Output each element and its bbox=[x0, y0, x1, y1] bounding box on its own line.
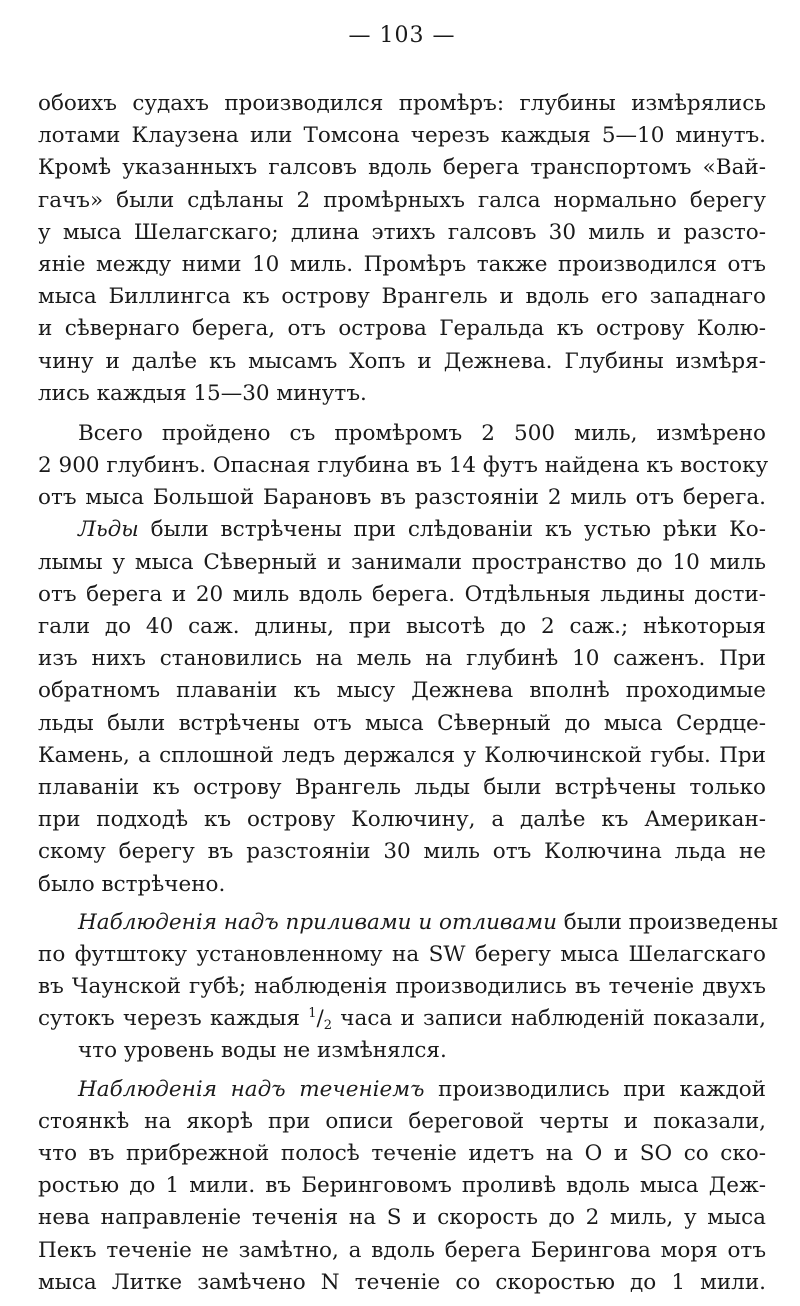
text-line: лотами Клаузена или Томсона черезъ каждыя 5—10 минутъ. bbox=[38, 123, 766, 149]
text-line: нева направленіе теченія на S и скорость до 2 миль, у мыса bbox=[38, 1205, 766, 1231]
paragraph-totals bbox=[38, 418, 769, 515]
text-line: лись каждыя 15—30 минутъ. bbox=[38, 380, 367, 406]
text-line: скому берегу въ разстояніи 30 миль отъ Колючина льда не bbox=[38, 839, 766, 865]
text-line: сутокъ черезъ каждыя $^1/_2$ часа и записи наблюденій показали, bbox=[38, 1006, 766, 1034]
text-line: что въ прибрежной полосѣ теченіе идетъ на O и SO со ско- bbox=[38, 1141, 766, 1166]
text-line: лымы у мыса Сѣверный и занимали пространство до 10 миль bbox=[38, 549, 766, 575]
page-number: — 103 — bbox=[348, 23, 456, 48]
text-line: Льды были встрѣчены при слѣдованіи къ устью рѣки Ко- bbox=[78, 517, 766, 543]
text-line: Наблюденія надъ теченіемъ производились при каждой bbox=[78, 1076, 766, 1102]
text-line: въ Чаунской губѣ; наблюденія производились въ теченіе двухъ bbox=[38, 974, 766, 1000]
text-line: Пекъ теченіе не замѣтно, а вдоль берега Берингова моря отъ bbox=[38, 1237, 766, 1263]
text-line: по футштоку установленному на SW берегу мыса Шелагскаго bbox=[38, 941, 766, 967]
text-line: отъ берега и 20 миль вдоль берега. Отдѣльныя льдины дости- bbox=[38, 581, 766, 607]
text-line: мыса Биллингса къ острову Врангель и вдоль его западнаго bbox=[38, 284, 766, 310]
paragraph-ice bbox=[38, 514, 766, 900]
text-line: Кромѣ указанныхъ галсовъ вдоль берега транспортомъ «Вай- bbox=[38, 155, 766, 181]
text-line: стоянкѣ на якорѣ при описи береговой черты и показали, bbox=[38, 1108, 766, 1134]
text-line: у мыса Шелагскаго; длина этихъ галсовъ 30 миль и разсто- bbox=[38, 219, 766, 245]
text-line: гачъ» были сдѣланы 2 промѣрныхъ галса нормально берегу bbox=[38, 187, 766, 213]
text-line: обоихъ судахъ производился промѣръ: глубины измѣрялись bbox=[38, 91, 766, 116]
text-line: мыса Литке замѣчено N теченіе со скоростью до 1 мили. bbox=[38, 1269, 766, 1295]
italic-heading-currents: Наблюденія надъ теченіемъ bbox=[78, 1076, 425, 1102]
text-line: отъ мыса Большой Барановъ въ разстояніи 2 миль отъ берега. bbox=[38, 485, 766, 511]
text-line: Наблюденія надъ приливами и отливами были произведены bbox=[78, 909, 778, 935]
text-line: яніе между ними 10 миль. Промѣръ также производился отъ bbox=[38, 251, 766, 277]
text-line: чину и далѣе къ мысамъ Хопъ и Дежнева. Глубины измѣря- bbox=[38, 348, 766, 374]
text-line: гали до 40 саж. длины, при высотѣ до 2 саж.; нѣкоторыя bbox=[38, 614, 766, 639]
text-line: Камень, а сплошной ледъ держался у Колючинской губы. При bbox=[38, 742, 766, 768]
text-line: льды были встрѣчены отъ мыса Сѣверный до мыса Сердце- bbox=[38, 710, 766, 736]
paragraph-depth-survey bbox=[38, 88, 766, 410]
text-line: при подходѣ къ острову Колючину, а далѣе къ Американ- bbox=[38, 807, 766, 833]
paragraph-tides bbox=[38, 907, 778, 1068]
text-line: обратномъ плаваніи къ мысу Дежнева вполнѣ проходимые bbox=[38, 678, 766, 704]
text-line: было встрѣчено. bbox=[38, 871, 226, 897]
text-line: что уровень воды не измѣнялся. bbox=[78, 1038, 447, 1064]
page-text bbox=[38, 88, 778, 1299]
text-line: Всего пройдено съ промѣромъ 2 500 миль, измѣрено bbox=[78, 420, 766, 446]
text-line: ростью до 1 мили. въ Беринговомъ проливѣ вдоль мыса Деж- bbox=[38, 1173, 766, 1199]
book-page bbox=[38, 22, 778, 1299]
text-line: плаваніи къ острову Врангель льды были встрѣчены только bbox=[38, 774, 766, 800]
italic-heading-tides: Наблюденія надъ приливами и отливами bbox=[78, 909, 557, 935]
paragraph-currents bbox=[38, 1074, 766, 1299]
text-line: 2 900 глубинъ. Опасная глубина въ 14 футъ найдена къ востоку bbox=[38, 453, 769, 479]
fraction-half: $^1/_2$ bbox=[308, 1006, 333, 1034]
text-line: и сѣвернаго берега, отъ острова Геральда къ острову Колю- bbox=[38, 316, 766, 342]
italic-heading-ice: Льды bbox=[78, 517, 139, 543]
text-line: изъ нихъ становились на мель на глубинѣ 10 саженъ. При bbox=[38, 646, 766, 672]
